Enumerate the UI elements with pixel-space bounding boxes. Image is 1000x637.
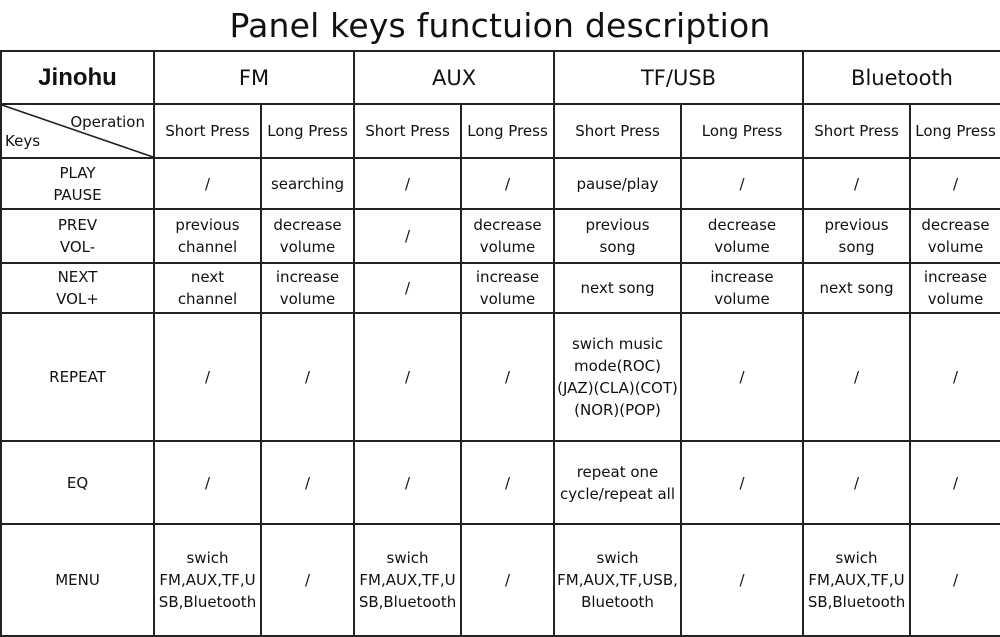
tf-usb-short-cell: swich music mode(ROC) (JAZ)(CLA)(COT) (NOR)(POP) <box>554 313 681 441</box>
aux-long-cell: increase volume <box>461 263 554 313</box>
aux-long-cell: / <box>461 158 554 209</box>
bluetooth-short-cell: / <box>803 158 910 209</box>
tf-usb-long-press-header: Long Press <box>681 104 803 158</box>
bluetooth-long-cell: decrease volume <box>910 209 1000 263</box>
bluetooth-long-cell: increase volume <box>910 263 1000 313</box>
key-name-cell: REPEAT <box>1 313 154 441</box>
bluetooth-long-press-header: Long Press <box>910 104 1000 158</box>
bluetooth-short-press-header: Short Press <box>803 104 910 158</box>
tf-usb-long-cell: decrease volume <box>681 209 803 263</box>
mode-header-row <box>1 51 1000 104</box>
aux-short-cell: / <box>354 158 461 209</box>
fm-long-cell: increase volume <box>261 263 354 313</box>
key-name-cell: PREV VOL- <box>1 209 154 263</box>
table-row <box>1 441 1000 524</box>
key-name-cell: MENU <box>1 524 154 636</box>
fm-short-cell: / <box>154 313 261 441</box>
aux-short-cell: / <box>354 441 461 524</box>
key-name-cell: EQ <box>1 441 154 524</box>
aux-long-cell: / <box>461 524 554 636</box>
fm-long-cell: / <box>261 524 354 636</box>
bluetooth-short-cell: swich FM,AUX,TF,U SB,Bluetooth <box>803 524 910 636</box>
operation-label: Operation <box>70 113 145 131</box>
tf-usb-long-cell: / <box>681 441 803 524</box>
table-row <box>1 524 1000 636</box>
bluetooth-long-cell: / <box>910 313 1000 441</box>
aux-short-cell: / <box>354 209 461 263</box>
bluetooth-short-cell: next song <box>803 263 910 313</box>
tf-usb-long-cell: / <box>681 158 803 209</box>
fm-short-cell: previous channel <box>154 209 261 263</box>
bluetooth-long-cell: / <box>910 158 1000 209</box>
table-row <box>1 263 1000 313</box>
aux-long-cell: / <box>461 441 554 524</box>
aux-short-press-header: Short Press <box>354 104 461 158</box>
bluetooth-long-cell: / <box>910 441 1000 524</box>
mode-header-fm: FM <box>154 51 354 104</box>
fm-short-cell: swich FM,AUX,TF,U SB,Bluetooth <box>154 524 261 636</box>
bluetooth-short-cell: / <box>803 441 910 524</box>
tf-usb-long-cell: / <box>681 524 803 636</box>
fm-long-press-header: Long Press <box>261 104 354 158</box>
table-row <box>1 209 1000 263</box>
aux-short-cell: swich FM,AUX,TF,U SB,Bluetooth <box>354 524 461 636</box>
table-row <box>1 313 1000 441</box>
mode-header-tf-usb: TF/USB <box>554 51 803 104</box>
tf-usb-short-cell: swich FM,AUX,TF,USB, Bluetooth <box>554 524 681 636</box>
tf-usb-short-cell: repeat one cycle/repeat all <box>554 441 681 524</box>
table-row <box>1 158 1000 209</box>
diagonal-header-cell <box>1 104 154 158</box>
bluetooth-long-cell: / <box>910 524 1000 636</box>
aux-long-press-header: Long Press <box>461 104 554 158</box>
fm-long-cell: / <box>261 441 354 524</box>
key-name-cell: PLAY PAUSE <box>1 158 154 209</box>
fm-long-cell: decrease volume <box>261 209 354 263</box>
page-title: Panel keys functuion description <box>229 5 771 45</box>
press-header-row <box>1 104 1000 158</box>
tf-usb-short-cell: pause/play <box>554 158 681 209</box>
panel-keys-table <box>0 50 1000 637</box>
keys-label: Keys <box>5 132 41 150</box>
fm-short-cell: / <box>154 441 261 524</box>
tf-usb-short-press-header: Short Press <box>554 104 681 158</box>
mode-header-aux: AUX <box>354 51 554 104</box>
fm-long-cell: searching <box>261 158 354 209</box>
tf-usb-short-cell: next song <box>554 263 681 313</box>
bluetooth-short-cell: previous song <box>803 209 910 263</box>
aux-long-cell: / <box>461 313 554 441</box>
aux-long-cell: decrease volume <box>461 209 554 263</box>
aux-short-cell: / <box>354 313 461 441</box>
mode-header-bluetooth: Bluetooth <box>803 51 1000 104</box>
tf-usb-short-cell: previous song <box>554 209 681 263</box>
fm-short-press-header: Short Press <box>154 104 261 158</box>
fm-short-cell: / <box>154 158 261 209</box>
tf-usb-long-cell: increase volume <box>681 263 803 313</box>
fm-long-cell: / <box>261 313 354 441</box>
bluetooth-short-cell: / <box>803 313 910 441</box>
key-name-cell: NEXT VOL+ <box>1 263 154 313</box>
tf-usb-long-cell: / <box>681 313 803 441</box>
fm-short-cell: next channel <box>154 263 261 313</box>
aux-short-cell: / <box>354 263 461 313</box>
brand-label: Jinohu <box>1 51 154 104</box>
